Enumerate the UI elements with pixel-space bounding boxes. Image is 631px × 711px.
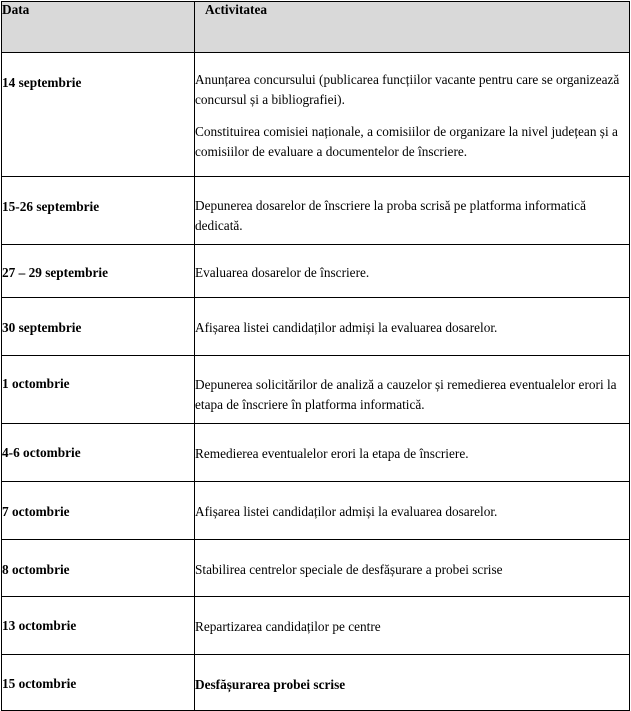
activity-text: Anunțarea concursului (publicarea funcțiilor vacante pentru care se organizează concursul și a bibliografiei). <box>195 72 620 107</box>
date-cell: 13 octombrie <box>2 597 195 655</box>
activity-cell <box>195 245 630 298</box>
date-cell: 1 octombrie <box>2 356 195 424</box>
header-row <box>2 2 630 53</box>
activity-text: Constituirea comisiei naționale, a comisiilor de organizare la nivel județean și a comisiilor de evaluare a documentelor de înscriere. <box>195 124 618 159</box>
table-row <box>2 245 630 298</box>
date-cell: 7 octombrie <box>2 482 195 540</box>
activity-cell <box>195 356 630 424</box>
date-cell: 4-6 octombrie <box>2 424 195 482</box>
activity-text: Remedierea eventualelor erori la etapa de înscriere. <box>195 446 469 461</box>
table-row <box>2 53 630 177</box>
activity-cell <box>195 597 630 655</box>
date-cell: 15-26 septembrie <box>2 177 195 245</box>
activity-cell <box>195 482 630 540</box>
activity-column-header: Activitatea <box>195 2 630 53</box>
activity-text: Depunerea solicitărilor de analiză a cauzelor și remedierea eventualelor erori la etapa de înscriere în platforma informatică. <box>195 377 617 412</box>
activity-text: Afișarea listei candidaților admiși la evaluarea dosarelor. <box>195 504 498 519</box>
table-row <box>2 356 630 424</box>
date-cell: 14 septembrie <box>2 53 195 177</box>
activity-text: Stabilirea centrelor speciale de desfășurare a probei scrise <box>195 562 503 577</box>
table-row <box>2 540 630 597</box>
activity-text: Depunerea dosarelor de înscriere la proba scrisă pe platforma informatică dedicată. <box>195 198 586 233</box>
activity-text: Desfășurarea probei scrise <box>195 677 346 692</box>
schedule-table <box>1 1 630 711</box>
activity-text: Evaluarea dosarelor de înscriere. <box>195 265 370 280</box>
activity-text: Repartizarea candidaților pe centre <box>195 619 381 634</box>
date-cell: 8 octombrie <box>2 540 195 597</box>
activity-text: Afișarea listei candidaților admiși la evaluarea dosarelor. <box>195 320 498 335</box>
table-row <box>2 177 630 245</box>
activity-cell <box>195 298 630 356</box>
table-row <box>2 298 630 356</box>
table-row <box>2 482 630 540</box>
activity-cell <box>195 424 630 482</box>
activity-cell <box>195 53 630 177</box>
date-cell: 27 – 29 septembrie <box>2 245 195 298</box>
date-cell: 15 octombrie <box>2 655 195 711</box>
date-cell: 30 septembrie <box>2 298 195 356</box>
table-row <box>2 655 630 711</box>
activity-cell <box>195 540 630 597</box>
table-row <box>2 597 630 655</box>
activity-cell <box>195 177 630 245</box>
table-row <box>2 424 630 482</box>
activity-cell <box>195 655 630 711</box>
date-column-header: Data <box>2 2 195 53</box>
